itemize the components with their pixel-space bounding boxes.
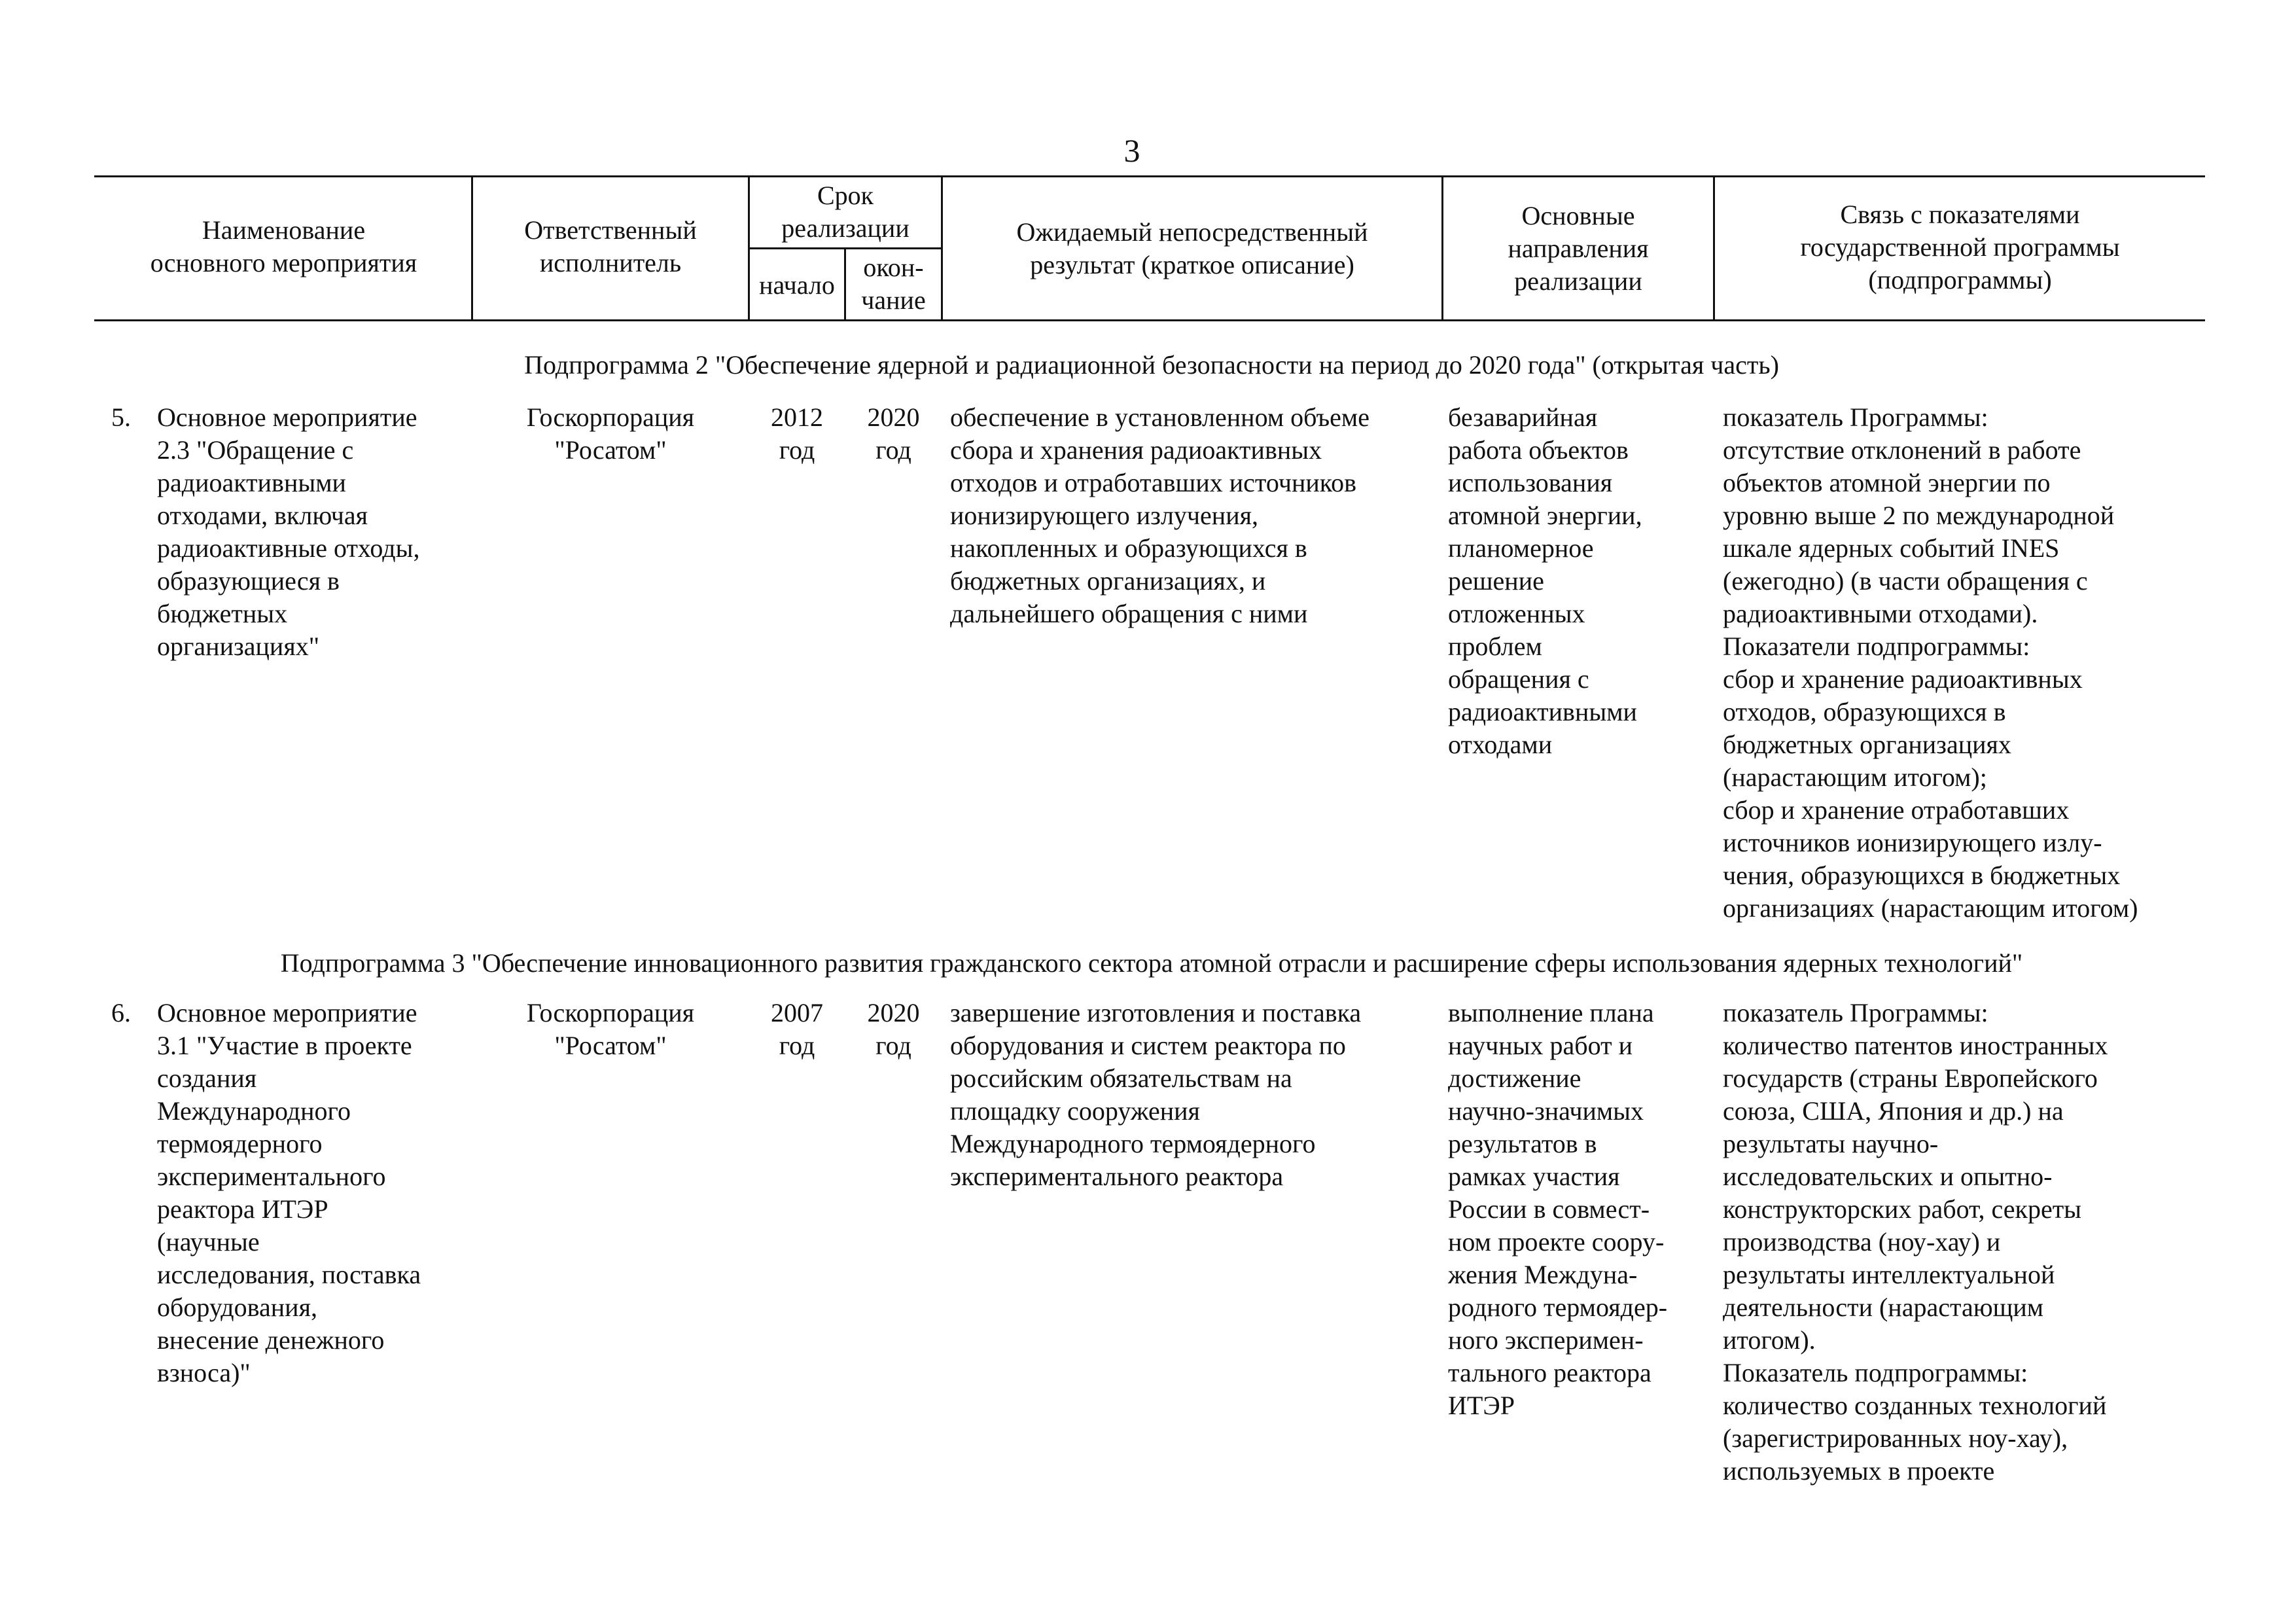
header-top-rule	[94, 175, 2205, 177]
section-title: Подпрограмма 2 "Обеспечение ядерной и радиационной безопасности на период до 2020 года" (открытая часть)	[524, 350, 1779, 380]
header-end: окон- чание	[861, 253, 926, 315]
header-name: Наименование основного мероприятия	[150, 215, 417, 277]
row-start: 2012 год	[771, 402, 823, 465]
row-link: показатель Программы: отсутствие отклонений в работе объектов атомной энергии по уровню выше 2 по международной шкале ядерных событий INES (ежегодно) (в части обращения с радиоактивными отходами). Показатели подпрограммы: сбор и хранение радиоактивных отходов, образующихся в бюджетных организациях (нарастающим итогом); сбор и хранение отработавших источников ионизирующего излу- чения, образующихся в бюджетных организациях (нарастающим итогом)	[1723, 402, 2138, 923]
row-result: завершение изготовления и поставка оборудования и систем реактора по российским обязательствам на площадку сооружения Международного термоядерного экспериментального реактора	[950, 998, 1362, 1191]
header-start: начало	[759, 270, 835, 300]
header-bottom-rule	[94, 319, 2205, 321]
row-end: 2020 год	[867, 998, 920, 1060]
page-number: 3	[1123, 132, 1140, 169]
row-executor: Госкорпорация "Росатом"	[526, 998, 695, 1060]
row-start: 2007 год	[771, 998, 823, 1060]
header-result: Ожидаемый непосредственный результат (краткое описание)	[1016, 217, 1368, 279]
row-number: 6.	[111, 998, 131, 1027]
row-end: 2020 год	[867, 402, 920, 465]
header-link: Связь с показателями государственной программы (подпрограммы)	[1800, 200, 2120, 294]
header-executor: Ответственный исполнитель	[524, 215, 697, 277]
header-directions: Основные направления реализации	[1508, 201, 1649, 296]
row-link: показатель Программы: количество патентов иностранных государств (страны Европейского союза, США, Япония и др.) на результаты научно- исследовательских и опытно- конструкторских работ, секреты производства (ноу-хау) и результаты интеллектуальной деятельности (нарастающим итогом). Показатель подпрограммы: количество созданных технологий (зарегистрированных ноу-хау), используемых в проекте	[1723, 998, 2108, 1486]
row-directions: выполнение плана научных работ и достижение научно-значимых результатов в рамках участия России в совмест- ном проекте соору- жения Междуна- родного термоядер- ного эксперимен- тального реактора ИТЭР	[1448, 998, 1668, 1420]
row-result: обеспечение в установленном объеме сбора и хранения радиоактивных отходов и отработавших источников ионизирующего излучения, накопленных и образующихся в бюджетных организациях, и дальнейшего обращения с ними	[950, 402, 1369, 628]
header-term-underline	[748, 247, 943, 249]
row-executor: Госкорпорация "Росатом"	[526, 402, 695, 465]
section-title: Подпрограмма 3 "Обеспечение инновационного развития гражданского сектора атомной отрасли и расширение сферы использования ядерных технологий"	[280, 948, 2023, 978]
row-name: Основное мероприятие 3.1 "Участие в проекте создания Международного термоядерного экспериментального реактора ИТЭР (научные исследования, поставка оборудования, внесение денежного взноса)"	[157, 998, 421, 1387]
row-number: 5.	[111, 402, 131, 432]
row-name: Основное мероприятие 2.3 "Обращение с радиоактивными отходами, включая радиоактивные отходы, образующиеся в бюджетных организациях"	[157, 402, 420, 661]
header-term: Срок реализации	[781, 181, 910, 243]
row-directions: безаварийная работа объектов использования атомной энергии, планомерное решение отложенных проблем обращения с радиоактивными отходами	[1448, 402, 1642, 759]
